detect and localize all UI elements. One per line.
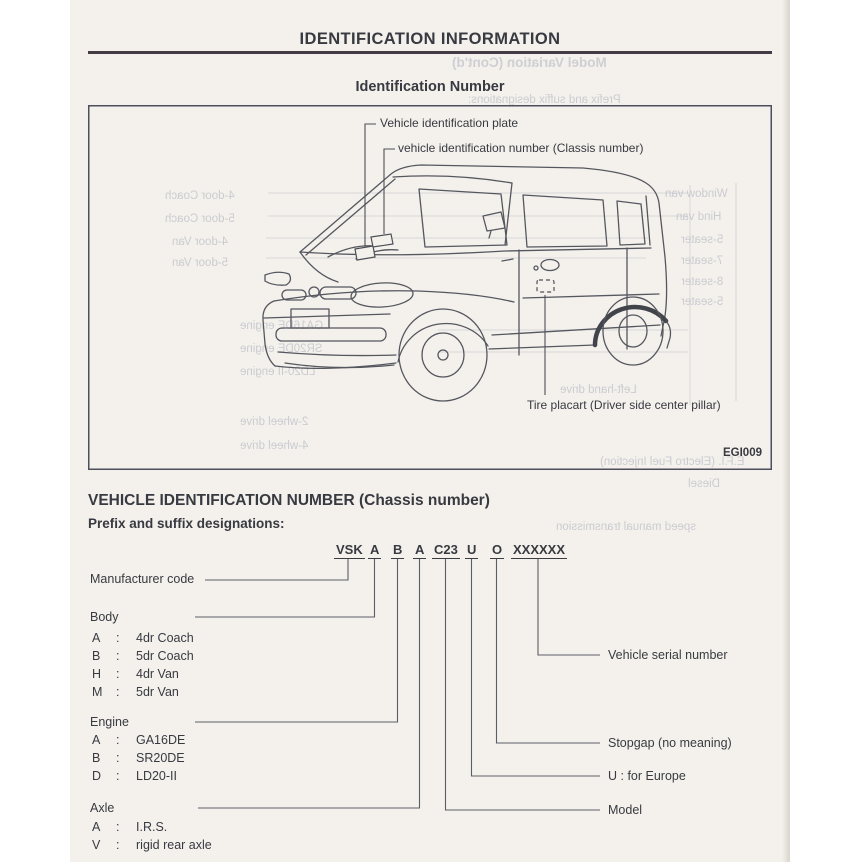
body-row: B : 5dr Coach bbox=[92, 649, 194, 663]
bleed-through-text: 4-door Van bbox=[172, 236, 229, 248]
bleed-through-text: Left-hand drive bbox=[560, 384, 637, 396]
section-heading: VEHICLE IDENTIFICATION NUMBER (Chassis number) bbox=[88, 492, 490, 509]
vin-connector-lines bbox=[88, 559, 772, 862]
bleed-through-text: Hind van bbox=[676, 211, 722, 223]
bleed-through-text: 5-seater bbox=[681, 234, 724, 246]
title-divider bbox=[88, 51, 772, 54]
bleed-through-text: SR20DE engine bbox=[240, 343, 323, 355]
bleed-through-text: 2-wheel drive bbox=[240, 416, 309, 428]
bleed-through-text: 8-seater bbox=[681, 276, 724, 288]
body-section-label: Body bbox=[90, 610, 119, 624]
bleed-through-text: 7-seater bbox=[681, 255, 724, 267]
engine-section-label: Engine bbox=[90, 715, 129, 729]
stopgap-caption: Stopgap (no meaning) bbox=[608, 736, 732, 750]
axle-section-label: Axle bbox=[90, 801, 115, 815]
serial-number-caption: Vehicle serial number bbox=[608, 648, 728, 662]
bleed-through-text: speed manual transmission bbox=[556, 521, 696, 533]
vin-part-axle: A bbox=[415, 542, 425, 557]
vin-part-destination: U bbox=[467, 542, 477, 557]
vin-part-engine: B bbox=[393, 542, 403, 557]
body-row: M : 5dr Van bbox=[92, 685, 179, 699]
europe-caption: U : for Europe bbox=[608, 769, 686, 783]
figure-title: Identification Number bbox=[355, 79, 505, 95]
bleed-through-text: 5-door Van bbox=[172, 257, 229, 269]
bleed-through-text: 4-wheel drive bbox=[240, 440, 309, 452]
label-vin-chassis-number: vehicle identification number (Classis number) bbox=[398, 141, 644, 155]
body-row: H : 4dr Van bbox=[92, 667, 179, 681]
vin-part-stopgap: O bbox=[492, 542, 503, 557]
vin-part-model: C23 bbox=[434, 542, 458, 557]
page-edge-shadow bbox=[782, 0, 790, 862]
bleed-through-text: GA16DE engine bbox=[240, 320, 324, 332]
bleed-through-text: Diesel bbox=[688, 478, 720, 490]
label-vehicle-identification-plate: Vehicle identification plate bbox=[380, 116, 519, 130]
engine-row: B : SR20DE bbox=[92, 751, 185, 765]
bleed-through-text: LD20-II engine bbox=[240, 366, 316, 378]
bleed-through-text: Prefix and suffix designations: bbox=[468, 94, 621, 106]
vin-part-manufacturer: VSK bbox=[336, 542, 363, 557]
axle-row: V : rigid rear axle bbox=[92, 838, 212, 852]
bleed-through-text: 4-door Coach bbox=[165, 190, 235, 202]
engine-row: D : LD20-II bbox=[92, 769, 177, 783]
engine-row: A : GA16DE bbox=[92, 733, 186, 747]
label-tire-placard: Tire placart (Driver side center pillar) bbox=[527, 398, 721, 412]
bleed-through-text: 5-door Coach bbox=[165, 213, 235, 225]
bleed-through-text: Model Variation (Cont'd) bbox=[452, 55, 607, 70]
van-illustration bbox=[88, 105, 772, 470]
vin-part-body: A bbox=[370, 542, 380, 557]
bleed-through-text: 5-seater bbox=[681, 296, 724, 308]
bleed-through-text: E.F.I. (Electro Fuel Injection) bbox=[600, 456, 745, 468]
page-title: IDENTIFICATION INFORMATION bbox=[299, 30, 561, 48]
bleed-through-text: Window van bbox=[665, 188, 728, 200]
section-subheading: Prefix and suffix designations: bbox=[88, 516, 285, 531]
body-row: A : 4dr Coach bbox=[92, 631, 194, 645]
figure-code: EGI009 bbox=[723, 447, 762, 459]
model-caption: Model bbox=[608, 803, 643, 817]
vin-part-serial: XXXXXX bbox=[513, 542, 566, 557]
manufacturer-code-label: Manufacturer code bbox=[90, 572, 195, 586]
axle-row: A : I.R.S. bbox=[92, 820, 168, 834]
